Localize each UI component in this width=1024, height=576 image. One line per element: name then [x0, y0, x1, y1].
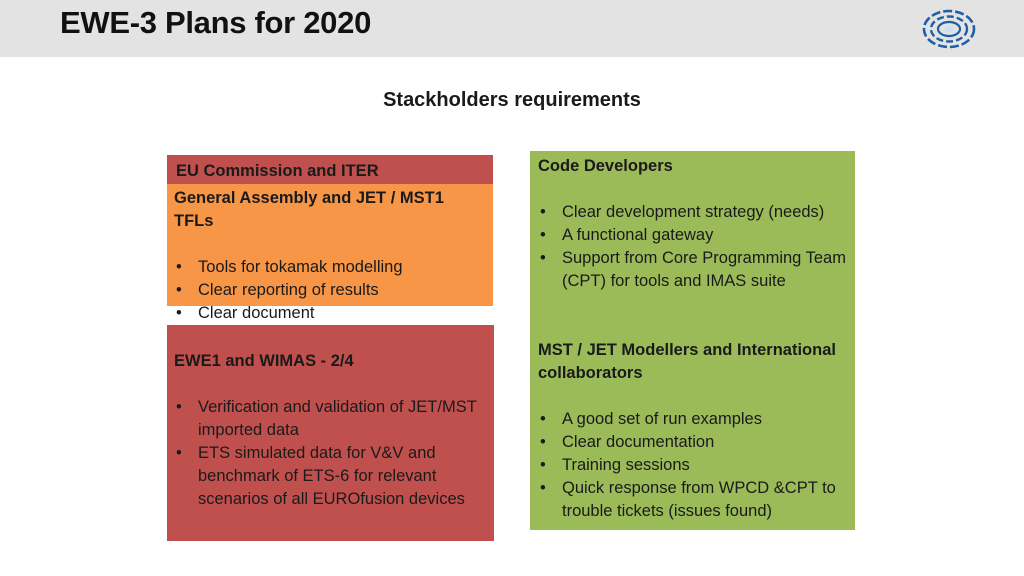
list-item: • Clear reporting of results	[174, 279, 486, 302]
ewe1-wimas-heading: EWE1 and WIMAS - 2/4	[174, 352, 354, 370]
eu-commission-heading: EU Commission and ITER	[176, 162, 379, 180]
list-item: • Clear documentation	[538, 431, 847, 454]
eu-commission-box	[167, 155, 493, 186]
ewe1-wimas-list	[174, 396, 487, 511]
list-item: • Clear document	[174, 302, 486, 325]
list-item: • ETS simulated data for V&V and benchmark of ETS-6 for relevant scenarios of all EUROfusion devices	[174, 442, 487, 511]
general-assembly-box	[167, 184, 493, 322]
general-assembly-list	[174, 256, 486, 325]
slide-subtitle: Stackholders requirements	[383, 89, 641, 111]
code-developers-list	[538, 201, 847, 293]
slide-header	[0, 0, 1024, 57]
list-item: • A good set of run examples	[538, 408, 847, 431]
general-assembly-heading: General Assembly and JET / MST1 TFLs	[174, 189, 444, 230]
slide-title: EWE-3 Plans for 2020	[60, 5, 372, 40]
code-developers-box	[530, 151, 855, 530]
list-item: • A functional gateway	[538, 224, 847, 247]
list-item: • Training sessions	[538, 454, 847, 477]
list-item: • Verification and validation of JET/MST imported data	[174, 396, 487, 442]
list-item: • Tools for tokamak modelling	[174, 256, 486, 279]
list-item: • Clear development strategy (needs)	[538, 201, 847, 224]
eurofusion-logo-icon	[921, 7, 977, 51]
code-developers-heading: Code Developers	[538, 157, 673, 175]
modellers-list	[538, 408, 847, 523]
list-item: • Support from Core Programming Team (CPT) for tools and IMAS suite	[538, 247, 847, 293]
modellers-heading: MST / JET Modellers and International collaborators	[538, 341, 836, 382]
ewe1-wimas-box	[167, 325, 494, 541]
list-item: • Quick response from WPCD &CPT to trouble tickets (issues found)	[538, 477, 847, 523]
